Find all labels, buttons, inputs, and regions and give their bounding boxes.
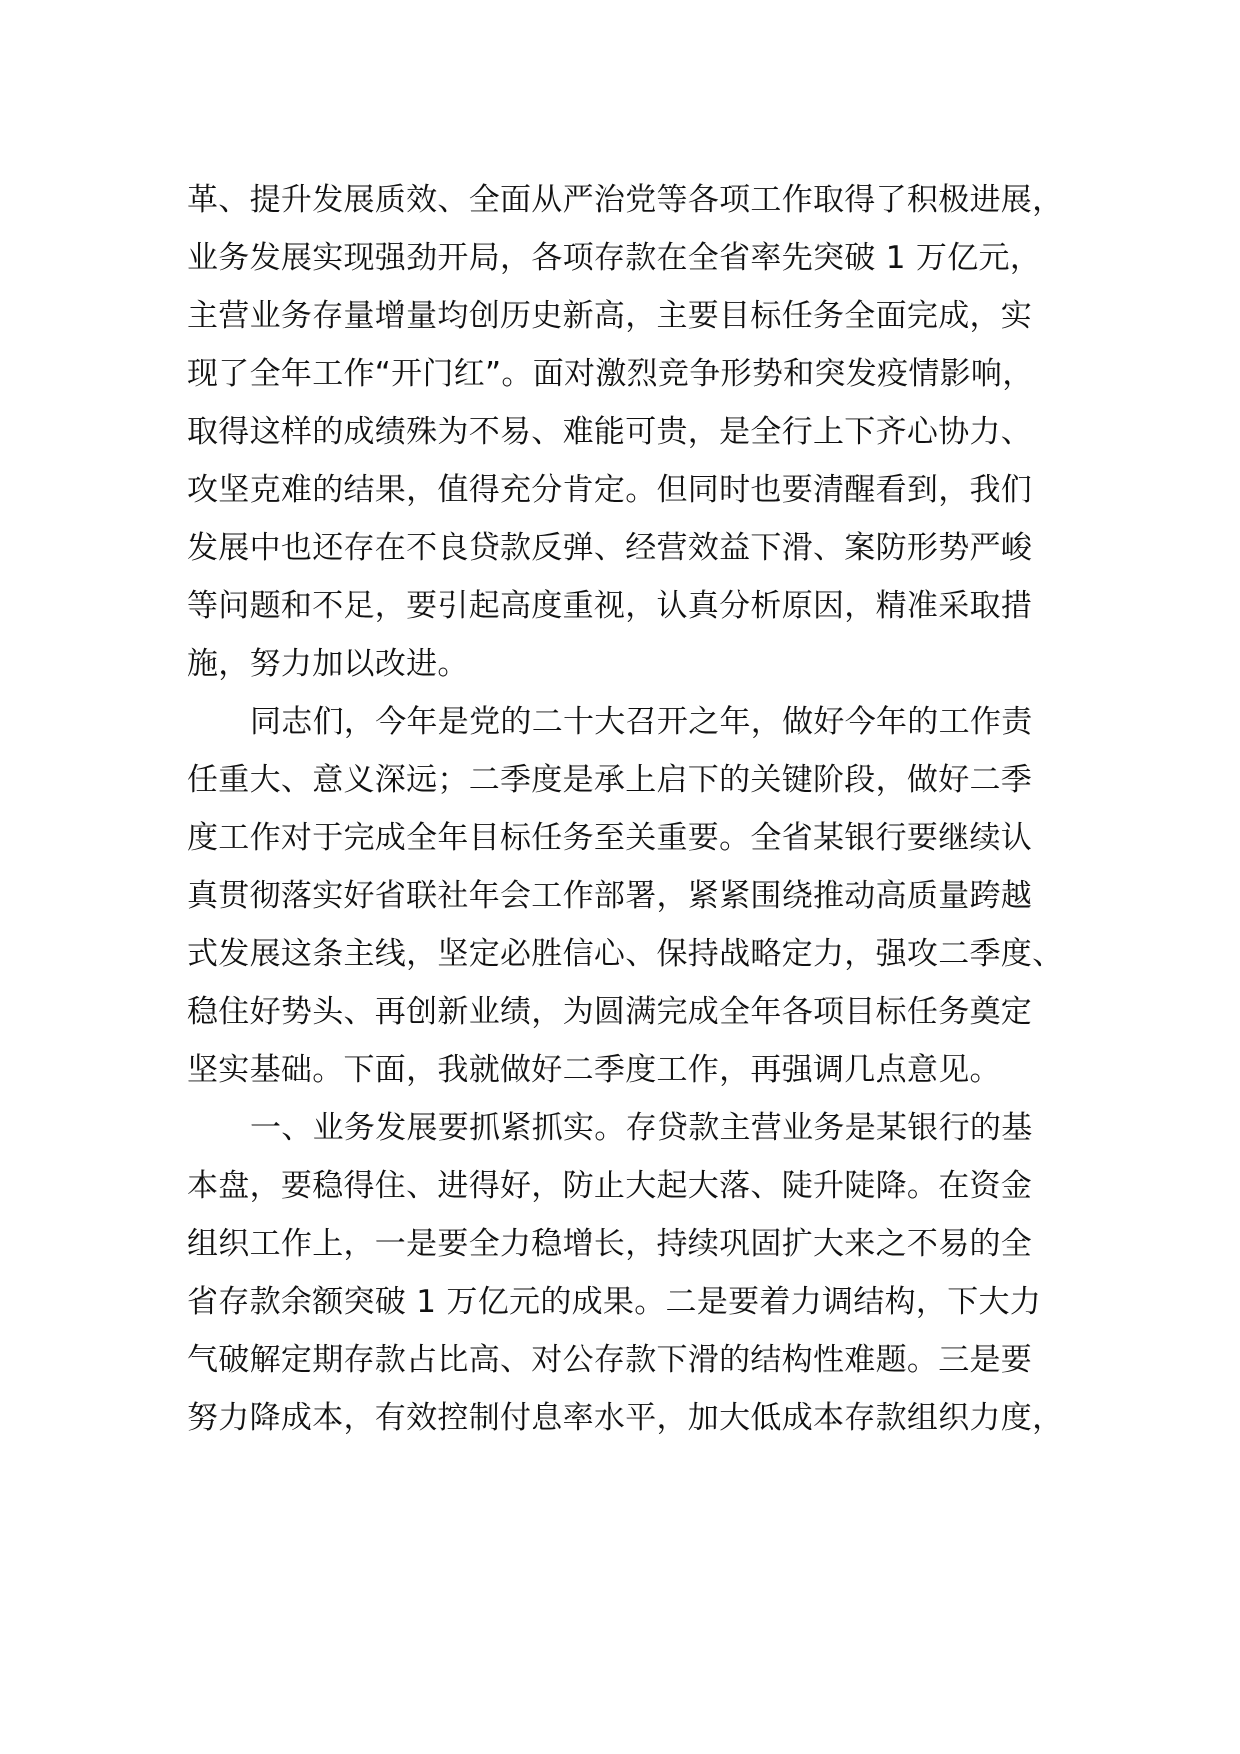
text-line: 稳住好势头、再创新业绩，为圆满完成全年各项目标任务奠定 [187,994,1033,1030]
text-line: 省存款余额突破 1 万亿元的成果。二是要着力调结构，下大力 [187,1284,1042,1320]
text-line: 气破解定期存款占比高、对公存款下滑的结构性难题。三是要 [187,1342,1033,1378]
text-line: 任重大、意义深远；二季度是承上启下的关键阶段，做好二季 [187,762,1033,798]
paragraph-start-line: 同志们，今年是党的二十大召开之年，做好今年的工作责 [250,704,1033,740]
text-line: 现了全年工作“开门红”。面对激烈竞争形势和突发疫情影响， [187,356,1034,392]
text-line: 真贯彻落实好省联社年会工作部署，紧紧围绕推动高质量跨越 [187,878,1033,914]
paragraph-start-line: 一、业务发展要抓紧抓实。存贷款主营业务是某银行的基 [250,1110,1033,1146]
text-line: 努力降成本，有效控制付息率水平，加大低成本存款组织力度， [187,1400,1064,1436]
text-line: 坚实基础。下面，我就做好二季度工作，再强调几点意见。 [187,1052,1001,1088]
text-line: 主营业务存量增量均创历史新高，主要目标任务全面完成，实 [187,298,1033,334]
text-line: 式发展这条主线，坚定必胜信心、保持战略定力，强攻二季度、 [187,936,1064,972]
text-line: 等问题和不足，要引起高度重视，认真分析原因，精准采取措 [187,588,1033,624]
text-line: 取得这样的成绩殊为不易、难能可贵，是全行上下齐心协力、 [187,414,1033,450]
text-line: 本盘，要稳得住、进得好，防止大起大落、陡升陡降。在资金 [187,1168,1033,1204]
text-line: 施，努力加以改进。 [187,646,469,682]
text-line: 组织工作上，一是要全力稳增长，持续巩固扩大来之不易的全 [187,1226,1033,1262]
text-line: 革、提升发展质效、全面从严治党等各项工作取得了积极进展， [187,182,1064,218]
text-line: 度工作对于完成全年目标任务至关重要。全省某银行要继续认 [187,820,1033,856]
text-line: 发展中也还存在不良贷款反弹、经营效益下滑、案防形势严峻 [187,530,1033,566]
text-line: 攻坚克难的结果，值得充分肯定。但同时也要清醒看到，我们 [187,472,1033,508]
text-line: 业务发展实现强劲开局，各项存款在全省率先突破 1 万亿元， [187,240,1042,276]
